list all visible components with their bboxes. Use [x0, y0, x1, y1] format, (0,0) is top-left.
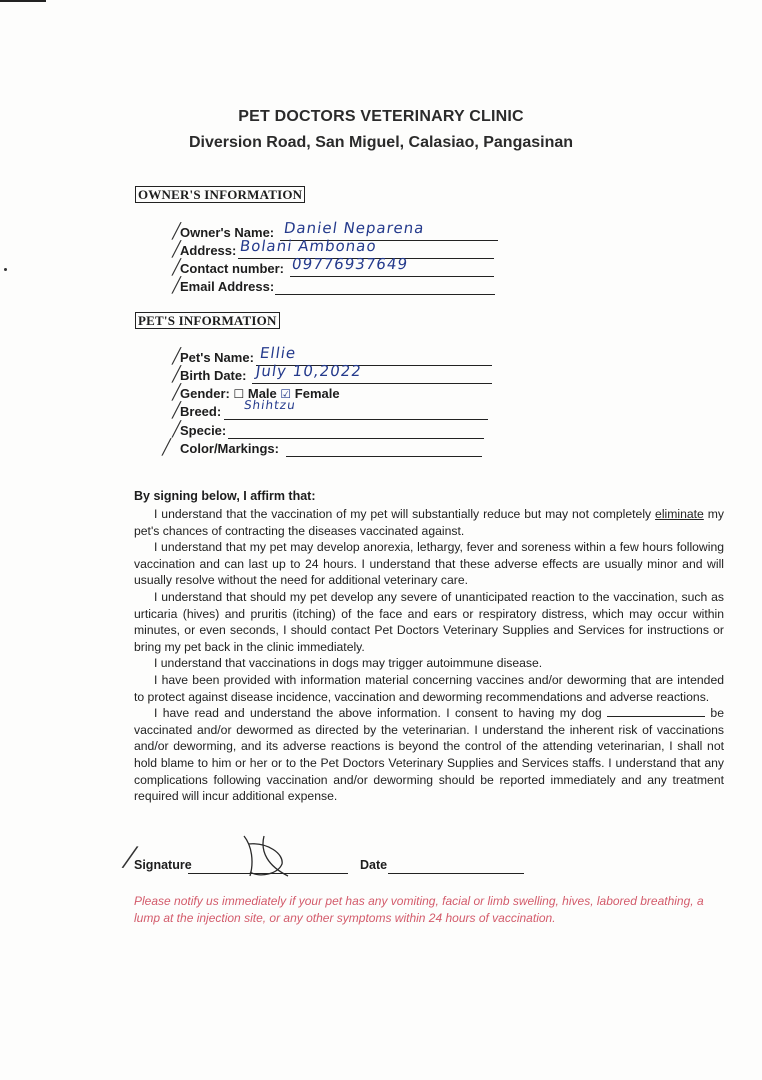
check-tick-icon: ╱	[172, 276, 182, 294]
check-tick-icon: ╱	[172, 401, 182, 419]
birth-date-label: Birth Date:	[180, 368, 247, 383]
dog-name-blank[interactable]	[607, 706, 705, 717]
breed-value: Shihtzu	[243, 398, 297, 412]
breed-label: Breed:	[180, 404, 222, 419]
birth-date-field[interactable]	[172, 362, 500, 386]
notice-text: Please notify us immediately if your pet has any vomiting, facial or limb swelling, hives, labored breathing, a lump at the injection site, or any other symptoms within 24 hours of vaccination.	[134, 894, 704, 925]
scan-corner-mark	[0, 0, 46, 2]
specie-field[interactable]	[172, 420, 500, 441]
owner-name-label: Owner's Name:	[180, 225, 275, 240]
contact-line	[290, 276, 494, 277]
pet-section-title: PET'S INFORMATION	[135, 312, 280, 329]
specie-line	[228, 438, 484, 439]
birth-date-value: July 10,2022	[254, 362, 364, 380]
email-field[interactable]	[172, 276, 500, 297]
birth-date-line	[252, 383, 492, 384]
clinic-name: PET DOCTORS VETERINARY CLINIC	[238, 108, 524, 125]
date-line[interactable]	[388, 873, 524, 874]
check-tick-icon: ╱	[172, 240, 182, 258]
check-tick-icon: ╱	[172, 420, 182, 438]
breed-field[interactable]	[172, 398, 500, 422]
female-checkbox-checked-icon[interactable]: ☑	[280, 387, 292, 401]
owner-section-title: OWNER'S INFORMATION	[135, 186, 305, 203]
check-tick-icon: ╱	[172, 383, 182, 401]
male-label: Male	[247, 386, 277, 401]
check-tick-icon: ╱	[172, 365, 182, 383]
contact-value: 09776937649	[290, 255, 410, 273]
specie-label: Specie:	[180, 423, 227, 438]
contact-label: Contact number:	[180, 261, 284, 276]
affirmation-heading: By signing below, I affirm that:	[134, 489, 316, 503]
address-label: Address:	[180, 243, 237, 258]
pet-name-value: Ellie	[258, 344, 298, 362]
affirmation-paragraph-2: I understand that my pet may develop anorexia, lethargy, fever and soreness within a few hours following vaccination and can last up to 24 hours. I understand that these adverse effects are usually minor and will usually resolve without the need for additional veterinary care.	[134, 540, 724, 588]
affirmation-paragraph-5: I have been provided with information material concerning vaccines and/or deworming that are intended to protect against disease incidence, vaccination and deworming recommendations and adverse reactions.	[134, 672, 724, 704]
signature-label: Signature	[134, 858, 192, 872]
scan-speck	[4, 268, 7, 271]
female-label: Female	[294, 386, 340, 401]
check-tick-icon: ╱	[172, 222, 182, 240]
email-line	[275, 294, 495, 295]
color-markings-line	[286, 456, 482, 457]
color-markings-field[interactable]	[162, 438, 500, 459]
pet-name-label: Pet's Name:	[180, 350, 254, 365]
date-label: Date	[360, 858, 388, 872]
affirmation-paragraph-1: I understand that the vaccination of my pet will substantially reduce but may not completely eliminate my pet's chances of contracting the diseases vaccinated against.	[134, 507, 724, 538]
affirmation-body	[134, 506, 724, 805]
check-tick-icon: ╱	[172, 347, 182, 365]
affirmation-paragraph-4: I understand that vaccinations in dogs may trigger autoimmune disease.	[154, 656, 543, 671]
gender-label: Gender:	[180, 386, 230, 401]
check-tick-icon: ╱	[162, 438, 172, 456]
affirmation-paragraph-6: I have read and understand the above information. I consent to having my dog be vaccinated and/or dewormed as directed by the veterinarian. I understand the inherent risk of vaccinations and/or deworming, and its adverse reactions is beyond the control of the attending veterinarian, I shall not hold blame to him or her or to the Pet Doctors Veterinary Supplies and Services staffs. I understand that any complications following vaccination and/or deworming should be reported immediately and any treatment required will incur additional expense.	[134, 706, 724, 804]
color-markings-label: Color/Markings:	[180, 441, 279, 456]
breed-line	[224, 419, 488, 420]
affirmation-paragraph-3: I understand that should my pet develop any severe of unanticipated reaction to the vaccination, such as urticaria (hives) and pruritis (itching) of the face and ears or respiratory distress, which may occur within minutes, or even seconds, I should contact Pet Doctors Veterinary Supplies and Services for instructions or bring my pet back in the clinic immediately.	[134, 589, 724, 654]
contact-field[interactable]	[172, 255, 500, 279]
signature-scribble-icon	[238, 832, 298, 880]
address-value: Bolani Ambonao	[238, 237, 378, 255]
email-label: Email Address:	[180, 279, 275, 294]
male-checkbox-icon[interactable]: ☐	[233, 387, 245, 401]
owner-name-value: Daniel Neparena	[282, 219, 426, 237]
check-tick-icon: ╱	[172, 258, 182, 276]
clinic-address: Diversion Road, San Miguel, Calasiao, Pangasinan	[188, 134, 574, 151]
check-tick-icon: ╱	[122, 844, 138, 870]
